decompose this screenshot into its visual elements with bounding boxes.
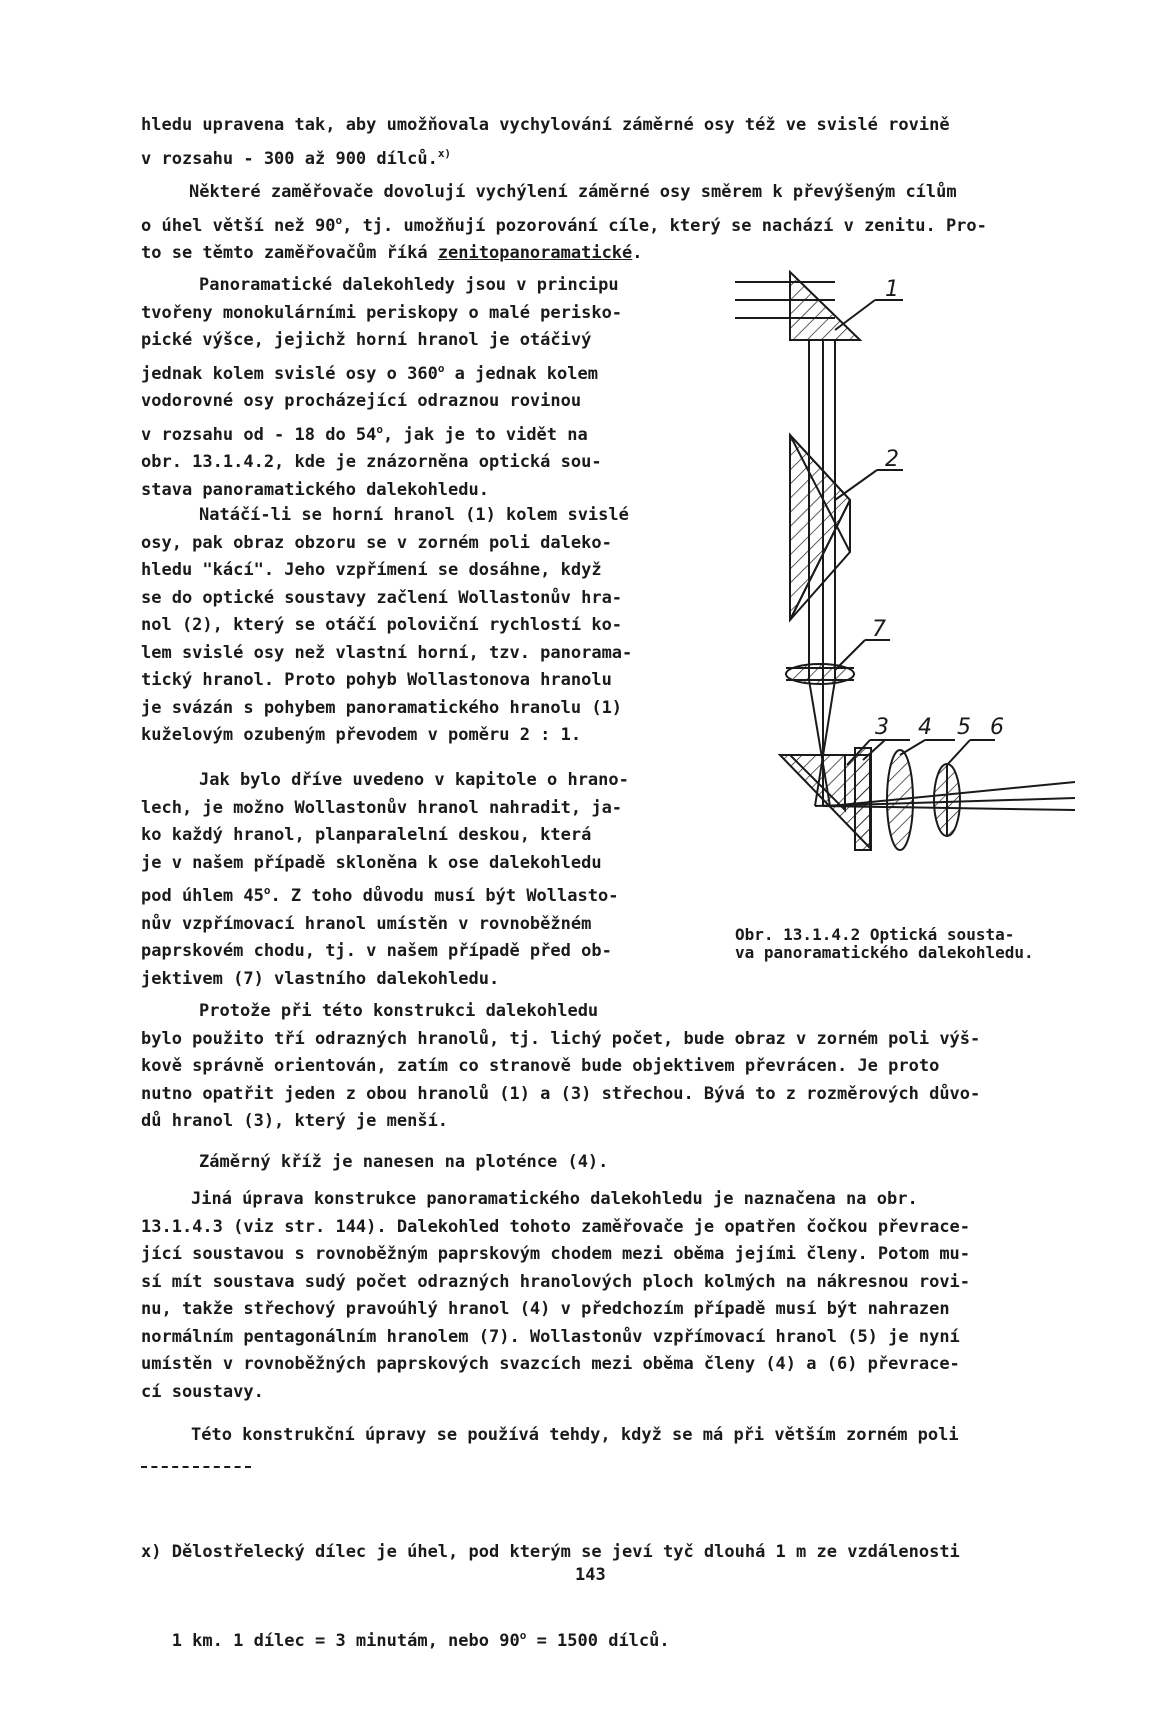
paragraph-teto	[191, 1422, 959, 1450]
text-line: pické výšce, jejichž horní hranol je otáčivý	[141, 330, 592, 350]
text-line: vodorovné osy procházející odraznou rovinou	[141, 391, 582, 411]
text-line: paprskovém chodu, tj. v našem případě před ob-	[141, 941, 612, 961]
caption-line: Obr. 13.1.4.2 Optická sousta-	[735, 925, 1015, 944]
label-4: 4	[918, 715, 932, 740]
text-line: se do optické soustavy začlení Wollastonův hra-	[141, 587, 623, 608]
text-line: cí soustavy.	[141, 1381, 264, 1402]
text-line: kuželovým ozubeným převodem v poměru 2 : 1.	[141, 725, 582, 745]
text-line: nutno opatřit jeden z obou hranolů (1) a (3) střechou. Bývá to z rozměrových důvo-	[141, 1083, 981, 1104]
text-line: dů hranol (3), který je menší.	[141, 1111, 449, 1131]
paragraph-protoze	[141, 998, 980, 1136]
text-line: stava panoramatického dalekohledu.	[141, 479, 489, 500]
degree-sign: o	[437, 361, 445, 375]
text-line: v rozsahu - 300 až 900 dílců.	[141, 148, 438, 169]
wollaston-prism-2	[790, 435, 850, 620]
text-line: jící soustavou s rovnoběžným paprskovým chodem mezi oběma jejími členy. Potom mu-	[141, 1244, 971, 1264]
text-line: nu, takže střechový pravoúhlý hranol (4) v předchozím případě musí být nahrazen	[141, 1299, 950, 1319]
degree-sign: o	[263, 884, 271, 897]
paragraph-panorama: Panoramatické dalekohledy jsou v principu tvořeny monokulárními periskopy o malé perisko- pické výšce, jejichž horní hranol je otáčivý jednak kolem svislé osy o 360$^o$ a jednak kolem vodorovné osy procházející odraznou rovinou v rozsahu od - 18 do 54$^o$, jak je to vidět na obr. 13.1.4.2, kde je znázorněna optická sou- stava panoramatického dalekohledu.	[141, 272, 622, 504]
text-line: jektivem (7) vlastního dalekohledu.	[141, 968, 500, 989]
text-line: , tj. umožňují pozorování cíle, který se nachází v zenitu. Pro-	[342, 215, 987, 236]
text-line: kově správně orientován, zatím co stranově bude objektivem převrácen. Je proto	[141, 1056, 940, 1076]
text-line: sí mít soustava sudý počet odrazných hranolových ploch kolmých na nákresnou rovi-	[141, 1271, 971, 1292]
label-5: 5	[957, 715, 971, 740]
text-line: Natáčí-li se horní hranol (1) kolem svislé	[199, 505, 629, 525]
text-line: o úhel větší než 90	[141, 215, 336, 236]
degree-sign: o	[335, 213, 343, 227]
text-line: pod úhlem 45	[141, 886, 264, 906]
text-line: obr. 13.1.4.2, kde je znázorněna optická sou-	[141, 452, 602, 472]
figure-caption	[735, 926, 1034, 962]
footnote-separator	[141, 1466, 251, 1468]
text-line: v rozsahu od - 18 do 54	[141, 424, 377, 445]
text-line: Jak bylo dříve uvedeno v kapitole o hrano-	[199, 770, 629, 790]
text-line: Záměrný kříž je nanesen na ploténce (4).	[199, 1152, 609, 1172]
text-line: Protože při této konstrukci dalekohledu	[199, 1001, 599, 1021]
optical-diagram-svg	[735, 270, 1085, 920]
text-line: Této konstrukční úpravy se používá tehdy, když se má při větším zorném poli	[191, 1425, 959, 1445]
text-line: je v našem případě skloněna k ose dalekohledu	[141, 852, 602, 873]
text-line: 13.1.4.3 (viz str. 144). Dalekohled tohoto zaměřovače je opatřen čočkou převrace-	[141, 1216, 971, 1237]
text-line: lech, je možno Wollastonův hranol nahradit, ja-	[141, 797, 623, 818]
text-line: Některé zaměřovače dovolují vychýlení záměrné osy směrem k převýšeným cílům	[189, 182, 957, 202]
eyepiece-lens-5	[887, 750, 913, 850]
text-line: tický hranol. Proto pohyb Wollastonova hranolu	[141, 670, 612, 690]
text-line: nův vzpřímovací hranol umístěn v rovnoběžném	[141, 913, 592, 934]
text-line: hledu upravena tak, aby umožňovala vychylování záměrné osy též ve svislé rovině	[141, 115, 950, 135]
paragraph-intro	[141, 112, 950, 173]
paragraph-kriz	[199, 1149, 608, 1177]
text-line: to se těmto zaměřovačům říká	[141, 243, 438, 263]
label-7: 7	[872, 617, 886, 642]
paragraph-zenit: Některé zaměřovače dovolují vychýlení záměrné osy směrem k převýšeným cílům o úhel větší než 90$^o$, tj. umožňují pozorování cíle, který se nachází v zenitu. Pro- to se těmto zaměřovačům říká zenitopanoramatické.	[141, 179, 987, 268]
text-line: normálním pentagonálním hranolem (7). Wollastonův vzpřímovací hranol (5) je nyní	[141, 1326, 960, 1347]
text-line: 1 km. 1 dílec = 3 minutám, nebo 90	[141, 1630, 520, 1651]
text-line: osy, pak obraz obzoru se v zorném poli daleko-	[141, 532, 612, 553]
paragraph-jina	[141, 1186, 970, 1406]
text-line: umístěn v rovnoběžných paprskových svazcích mezi oběma členy (4) a (6) převrace-	[141, 1354, 960, 1374]
text-line: Panoramatické dalekohledy jsou v principu	[199, 275, 619, 295]
label-6: 6	[990, 715, 1004, 740]
text-line: jednak kolem svislé osy o 360	[141, 363, 438, 384]
label-2: 2	[885, 447, 899, 472]
page-number: 143	[575, 1565, 606, 1585]
text-line: x) Dělostřelecký dílec je úhel, pod kterým se jeví tyč dlouhá 1 m ze vzdálenosti	[141, 1542, 960, 1562]
degree-sign: o	[519, 1628, 527, 1642]
text-line: hledu "kácí". Jeho vzpřímení se dosáhne, když	[141, 560, 602, 580]
label-1: 1	[885, 277, 899, 302]
text-line: Jiná úprava konstrukce panoramatického dalekohledu je naznačena na obr.	[191, 1189, 918, 1209]
text-line: ko každý hranol, planparalelní deskou, která	[141, 825, 592, 845]
label-3: 3	[875, 715, 889, 740]
footnote: x) Dělostřelecký dílec je úhel, pod kterým se jeví tyč dlouhá 1 m ze vzdálenosti 1 km. 1 dílec = 3 minutám, nebo $90^o = 1500$ dílců.	[141, 1484, 960, 1710]
term-zenitopanoramaticke: zenitopanoramatické	[437, 243, 633, 263]
caption-line: va panoramatického dalekohledu.	[735, 943, 1034, 962]
text-line: tvořeny monokulárními periskopy o malé perisko-	[141, 302, 623, 323]
text-line: nol (2), který se otáčí poloviční rychlostí ko-	[141, 615, 623, 635]
text-line: je svázán s pohybem panoramatického hranolu (1)	[141, 697, 623, 718]
footnote-marker: x)	[437, 146, 452, 160]
reticle-plate-4	[855, 748, 871, 850]
text-line: lem svislé osy než vlastní horní, tzv. panorama-	[141, 642, 633, 663]
optical-diagram	[735, 270, 1085, 920]
text-line: bylo použito tří odrazných hranolů, tj. lichý počet, bude obraz v zorném poli výš-	[141, 1028, 981, 1049]
degree-sign: o	[376, 422, 384, 436]
paragraph-natoci	[141, 502, 632, 750]
paragraph-jak: Jak bylo dříve uvedeno v kapitole o hrano- lech, je možno Wollastonův hranol nahradit, ja- ko každý hranol, planparalelní deskou, která je v našem případě skloněna k ose dalekohledu pod úhlem 45$^o$. Z toho důvodu musí být Wollasto- nův vzpřímovací hranol umístěn v rovnoběžném paprskovém chodu, tj. v našem případě před ob- jektivem (7) vlastního dalekohledu.	[141, 767, 629, 993]
